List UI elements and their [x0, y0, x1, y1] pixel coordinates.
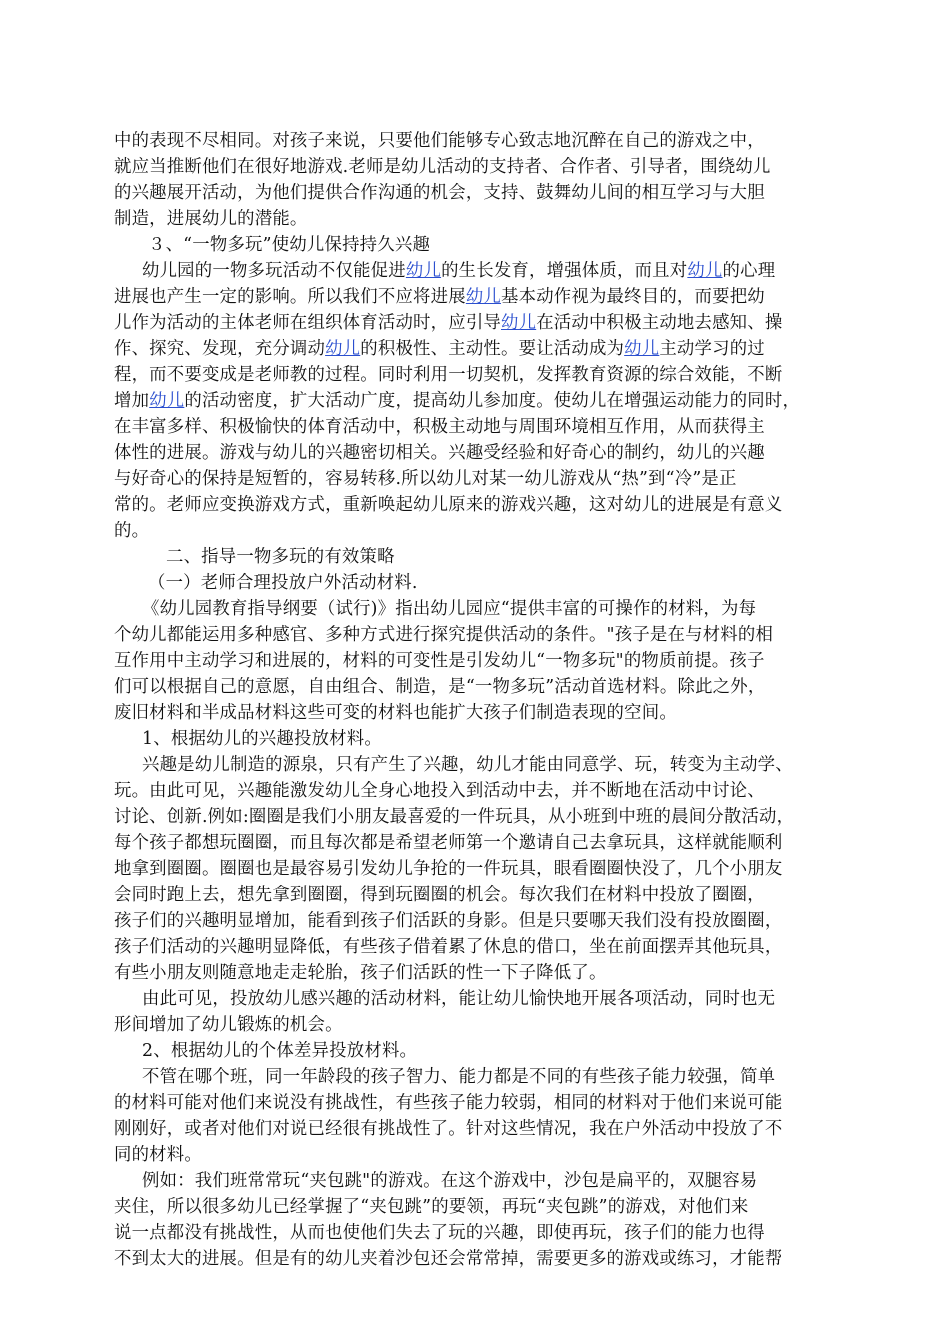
text-span: 的材料可能对他们来说没有挑战性，有些孩子能力较弱，相同的材料对于他们来说可能	[114, 1093, 783, 1113]
text-span: 作、探究、发现，充分调动	[114, 339, 326, 359]
text-span: 的生长发育，增强体质，而且对	[441, 261, 688, 281]
text-span: 互作用中主动学习和进展的，材料的可变性是引发幼儿“一物多玩"的物质前提。孩子	[114, 651, 765, 671]
text-line	[114, 336, 844, 362]
text-span: 形间增加了幼儿锻炼的机会。	[114, 1015, 343, 1035]
text-span: 与好奇心的保持是短暂的，容易转移.所以幼儿对某一幼儿游戏从“热”到“冷”是正	[114, 469, 737, 489]
hyperlink-youer[interactable]: 幼儿	[624, 339, 660, 359]
text-line	[114, 778, 844, 804]
text-line	[114, 648, 844, 674]
text-line	[114, 154, 844, 180]
text-line	[114, 440, 844, 466]
text-line	[114, 830, 844, 856]
text-line	[142, 258, 872, 284]
text-span: 制造，进展幼儿的潜能。	[114, 209, 308, 229]
hyperlink-youer[interactable]: 幼儿	[501, 313, 537, 333]
text-line	[142, 986, 872, 1012]
hyperlink-youer[interactable]: 幼儿	[687, 261, 723, 281]
text-line	[114, 1090, 844, 1116]
text-span: 每个孩子都想玩圈圈，而且每次都是希望老师第一个邀请自己去拿玩具，这样就能顺利	[114, 833, 783, 853]
text-span: 讨论、创新.例如:圈圈是我们小朋友最喜爱的一件玩具，从小班到中班的晨间分散活动，	[114, 807, 795, 827]
text-span: 中的表现不尽相同。对孩子来说，只要他们能够专心致志地沉醉在自己的游戏之中，	[114, 131, 765, 151]
text-span: 孩子们的兴趣明显增加，能看到孩子们活跃的身影。但是只要哪天我们没有投放圈圈，	[114, 911, 783, 931]
text-line	[142, 596, 872, 622]
text-span: 有些小朋友则随意地走走轮胎，孩子们活跃的性一下子降低了。	[114, 963, 607, 983]
text-span: （一）老师合理投放户外活动材料.	[148, 573, 418, 593]
text-span: 主动学习的过	[659, 339, 765, 359]
text-span: 同的材料。	[114, 1145, 202, 1165]
text-span: 不到太大的进展。但是有的幼儿夹着沙包还会常常掉，需要更多的游戏或练习，才能帮	[114, 1249, 783, 1269]
text-span: 程，而不要变成是老师教的过程。同时利用一切契机，发挥教育资源的综合效能，不断	[114, 365, 783, 385]
text-line	[114, 180, 844, 206]
text-span: 们可以根据自己的意愿，自由组合、制造，是“一物多玩”活动首选材料。除此之外，	[114, 677, 766, 697]
text-span: 就应当推断他们在很好地游戏.老师是幼儿活动的支持者、合作者、引导者，围绕幼儿	[114, 157, 771, 177]
text-span: 的兴趣展开活动，为他们提供合作沟通的机会，支持、鼓舞幼儿间的相互学习与大胆	[114, 183, 765, 203]
text-span: 基本动作视为最终目的，而要把幼	[501, 287, 765, 307]
text-line	[114, 310, 844, 336]
text-line	[114, 622, 844, 648]
text-line	[114, 414, 844, 440]
text-line	[114, 362, 844, 388]
text-line	[114, 1012, 844, 1038]
text-line	[114, 856, 844, 882]
text-span: 由此可见，投放幼儿感兴趣的活动材料，能让幼儿愉快地开展各项活动，同时也无	[142, 989, 776, 1009]
text-span: 刚刚好，或者对他们对说已经很有挑战性了。针对这些情况，我在户外活动中投放了不	[114, 1119, 783, 1139]
text-line	[114, 466, 844, 492]
text-line	[114, 934, 844, 960]
text-line	[114, 1194, 844, 1220]
text-line	[148, 570, 878, 596]
text-span: 二、指导一物多玩的有效策略	[166, 547, 395, 567]
text-line	[114, 908, 844, 934]
text-span: 幼儿园的一物多玩活动不仅能促进	[142, 261, 406, 281]
text-span: 在丰富多样、积极愉快的体育活动中，积极主动地与周围环境相互作用，从而获得主	[114, 417, 765, 437]
text-span: 地拿到圈圈。圈圈也是最容易引发幼儿争抢的一件玩具，眼看圈圈快没了，几个小朋友	[114, 859, 783, 879]
text-span: 增加	[114, 391, 150, 411]
text-span: 会同时跑上去，想先拿到圈圈，得到玩圈圈的机会。每次我们在材料中投放了圈圈，	[114, 885, 765, 905]
text-line	[142, 1064, 872, 1090]
text-line	[114, 206, 844, 232]
text-span: 个幼儿都能运用多种感官、多种方式进行探究提供活动的条件。"孩子是在与材料的相	[114, 625, 774, 645]
text-span: ３、“一物多玩”使幼儿保持持久兴趣	[148, 235, 431, 255]
text-span: 玩。由此可见，兴趣能激发幼儿全身心地投入到活动中去，并不断地在活动中讨论、	[114, 781, 765, 801]
text-span: 的心理	[722, 261, 776, 281]
text-line	[142, 1168, 872, 1194]
text-line	[114, 284, 844, 310]
text-span: 体性的进展。游戏与幼儿的兴趣密切相关。兴趣受经验和好奇心的制约，幼儿的兴趣	[114, 443, 765, 463]
text-line	[114, 1142, 844, 1168]
text-span: 进展也产生一定的影响。所以我们不应将进展	[114, 287, 466, 307]
text-span: 1、根据幼儿的兴趣投放材料。	[142, 729, 382, 749]
text-span: 不管在哪个班，同一年龄段的孩子智力、能力都是不同的有些孩子能力较强，简单	[142, 1067, 776, 1087]
text-span: 孩子们活动的兴趣明显降低，有些孩子借着累了休息的借口，坐在前面摆弄其他玩具，	[114, 937, 783, 957]
text-line	[114, 1246, 844, 1272]
text-span: 的积极性、主动性。要让活动成为	[360, 339, 625, 359]
text-span: 常的。老师应变换游戏方式，重新唤起幼儿原来的游戏兴趣，这对幼儿的进展是有意义	[114, 495, 783, 515]
text-line	[114, 960, 844, 986]
text-line	[142, 752, 872, 778]
text-span: 的活动密度，扩大活动广度，提高幼儿参加度。使幼儿在增强运动能力的同时，	[184, 391, 801, 411]
text-span: 夹住，所以很多幼儿已经掌握了“夹包跳”的要领，再玩“夹包跳”的游戏，对他们来	[114, 1197, 749, 1217]
text-span: 2、根据幼儿的个体差异投放材料。	[142, 1041, 418, 1061]
text-span: 的。	[114, 521, 150, 541]
text-line	[114, 518, 844, 544]
text-span: 儿作为活动的主体老师在组织体育活动时，应引导	[114, 313, 501, 333]
text-span: 兴趣是幼儿制造的源泉，只有产生了兴趣，幼儿才能由同意学、玩，转变为主动学、	[142, 755, 793, 775]
text-span: 《幼儿园教育指导纲要（试行)》指出幼儿园应“提供丰富的可操作的材料，为每	[142, 599, 757, 619]
text-line	[148, 232, 878, 258]
text-line	[114, 1116, 844, 1142]
text-span: 说一点都没有挑战性，从而也使他们失去了玩的兴趣，即使再玩，孩子们的能力也得	[114, 1223, 765, 1243]
text-line	[114, 804, 844, 830]
text-line	[142, 726, 872, 752]
hyperlink-youer[interactable]: 幼儿	[149, 391, 185, 411]
text-line	[114, 492, 844, 518]
text-line	[166, 544, 896, 570]
text-line	[114, 128, 844, 154]
hyperlink-youer[interactable]: 幼儿	[405, 261, 442, 281]
hyperlink-youer[interactable]: 幼儿	[325, 339, 361, 359]
text-span: 废旧材料和半成品材料这些可变的材料也能扩大孩子们制造表现的空间。	[114, 703, 677, 723]
text-line	[114, 700, 844, 726]
hyperlink-youer[interactable]: 幼儿	[465, 287, 502, 307]
text-line	[114, 674, 844, 700]
text-line	[114, 1220, 844, 1246]
text-span: 例如：我们班常常玩“夹包跳"的游戏。在这个游戏中，沙包是扁平的，双腿容易	[142, 1171, 758, 1191]
text-line	[142, 1038, 872, 1064]
text-line	[114, 882, 844, 908]
text-line	[114, 388, 844, 414]
text-span: 在活动中积极主动地去感知、操	[536, 313, 783, 333]
